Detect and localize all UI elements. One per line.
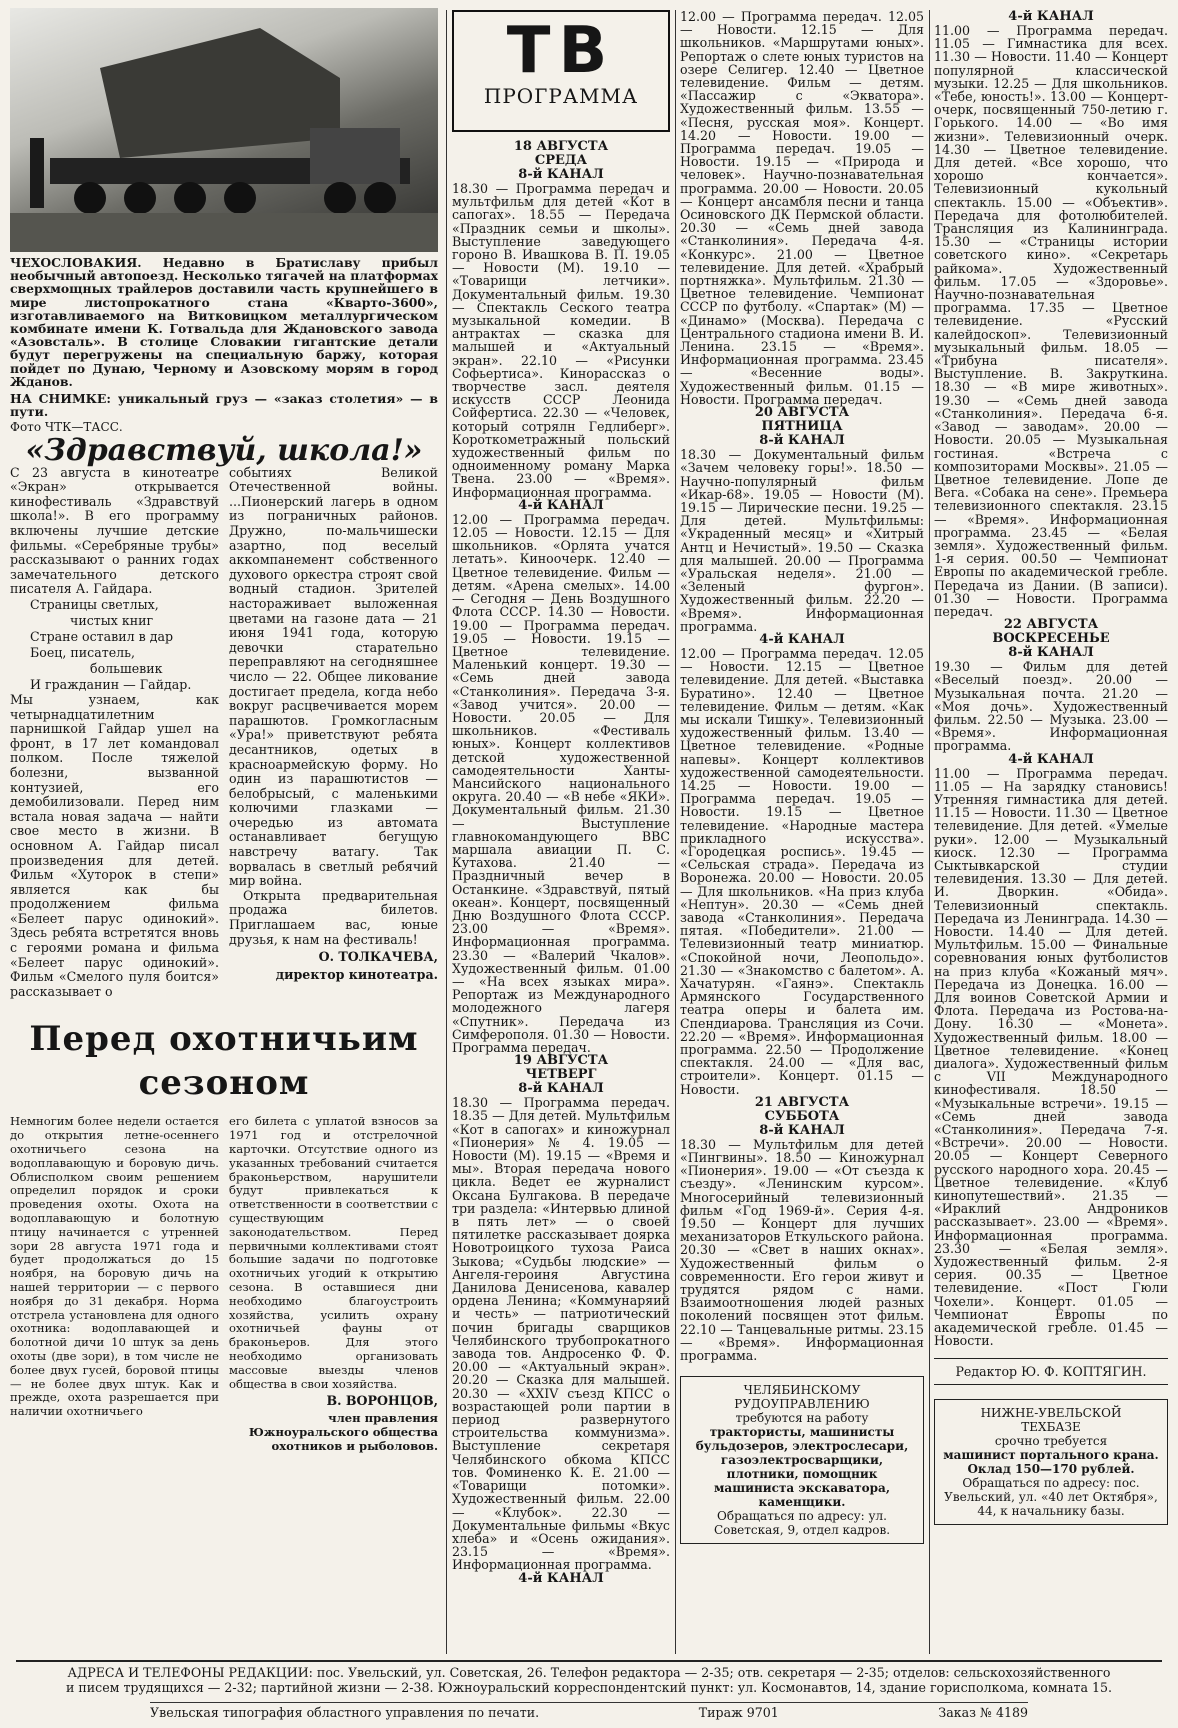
article-signature-role: член правления Южноуральского общества охотников и рыболовов. [248, 1410, 438, 1453]
column-rule [675, 10, 676, 1654]
channel-heading: 4-й КАНАЛ [759, 631, 845, 647]
day-heading: 18 АВГУСТА СРЕДА 8-й КАНАЛ [513, 139, 609, 182]
article-hello-school [10, 466, 438, 1000]
poem-line: И гражданин — Гайдар. [30, 676, 192, 692]
photo-caption: ЧЕХОСЛОВАКИЯ. Недавно в Братиславу прибыл необычный автопоезд. Несколько тягачей на платформах сверхмощных трайлеров доставили часть крупнейшего в мире листопрокатного стана «Кварто-3600», изготавливаемого на Витковицком металлургическом комбинате имени К. Готвальда для Ждановского завода «Азовсталь». В столице Словакии гигантские детали будут перегружены на специальную баржу, которая пойдет по Дунаю, Черному и Азовскому морям в город Жданов. [10, 255, 438, 389]
channel-heading: 4-й КАНАЛ [1008, 751, 1094, 767]
day-heading: 20 АВГУСТА ПЯТНИЦА 8-й КАНАЛ [754, 405, 850, 449]
tv-listing: 18.30 — Мультфильм для детей «Пингвины». 18.50 — Киножурнал «Пионерия». 19.00 — «От съезда к съезду». «Ленинским курсом». Многосерийный телевизионный фильм «Год 1969-й». Серия 4-я. 19.50 — Концерт для лучших механизаторов Еткульского района. 20.30 — «Свет в наших окнах». Художественный фильм о современности. Его герои живут и трудятся рядом с нами. Взаимоотношения людей разных поколений посвящен этот фильм. 22.10 — Танцевальные ритмы. 23.15 — «Время». Информационная программа. [680, 1136, 924, 1364]
article-hunting [10, 1115, 438, 1453]
poem-line: Боец, писатель, [30, 644, 136, 660]
tv-column-2 [680, 10, 924, 1656]
imprint [150, 1702, 1028, 1720]
day-heading: 21 АВГУСТА СУББОТА 8-й КАНАЛ [754, 1094, 850, 1138]
article-title-hunting: Перед охотничьим сезоном [29, 1019, 419, 1104]
tv-listing: 18.30 — Документальный фильм «Зачем человеку горы!». 18.50 — Научно-популярный фильм «Икар-68». 19.05 — Новости (М). 19.15 — Лирические песни. 19.25 — Для детей. Мультфильмы: «Украденный месяц» и «Хитрый Антц и Нечистый». 19.50 — Сказка для малышей. 20.00 — Программа «Уральская неделя». 21.00 — «Зеленый фургон». Художественный фильм. 22.20 — «Время». Информационная программа. [680, 447, 924, 634]
poem [10, 597, 219, 693]
article-paragraph: Немногим более недели остается до открытия летне-осеннего охотничьего сезона на водоплавающую и боровую дичь. Облисполком своим решением определил порядок и сроки проведения охоты. Охота на водоплавающую и болотную птицу начинается с утренней зори 28 августа 1971 года и будет продолжаться до 15 ноября, на боровую дичь на нашей территории — с первого ноября до 31 декабря. Норма отстрела установлена для одного охотника: водоплавающей и болотной дичи 10 штук за день охоты (две зори), в том числе не более двух гусей, боровой птицы — не более двух штук. Как и прежде, охота разрешается при наличии охотничьего [10, 1114, 219, 1419]
order-number: Заказ № 4189 [938, 1705, 1028, 1720]
article-paragraph: Открыта предварительная продажа билетов. Приглашаем вас, юные друзья, к нам на фестиваль! [229, 887, 438, 947]
column-rule [446, 10, 447, 1654]
tv-listing: 11.00 — Программа передач. 11.05 — Гимнастика для всех. 11.30 — Новости. 11.40 — Концерт популярной классической музыки. 12.25 — Для школьников. «Тебе, юность!». 13.00 — Концерт-очерк, посвященный 750-летию г. Горького. 14.00 — «Во имя жизни». Телевизионный очерк. 14.30 — Цветное телевидение. Для детей. «Все хорошо, что хорошо кончается». Телевизионный кукольный спектакль. 15.00 — «Объектив». Передача для фотолюбителей. Трансляция из Калининграда. 15.30 — «Страницы истории советского кино». «Секретарь райкома». Художественный фильм. 17.05 — «Здоровье». Научно-познавательная программа. 17.35 — Цветное телевидение. «Русский калейдоскоп». Телевизионный музыкальный фильм. 18.05 — «Трибуна писателя». Выступление. В. Закруткина. 18.30 — «В мире животных». 19.30 — «Семь дней завода «Станколиния». Передача 6-я. «Завод — заводам». 20.00 — Новости. 20.05 — Музыкальная гостиная. «Встреча с композиторами Москвы». 21.05 — Цветное телевидение. Лопе де Вега. «Собака на сене». Премьера телевизионного спектакля. 23.15 — «Время». Информационная программа. 23.45 — «Белая земля». Художественный фильм. 1-я серия. 00.50 — Чемпионат Европы по академической гребле. Передача из Дании. (В записи). 01.30 — Новости. Программа передач. [934, 23, 1168, 619]
job-ad-base: НИЖНЕ-УВЕЛЬСКОЙ ТЕХБАЗЕ срочно требуется машинист портального крана. Оклад 150—170 рублей. Обращаться по адресу: пос. Увельский, ул. «40 лет Октября», 44, к начальнику базы. [934, 1399, 1168, 1525]
tv-listing: 18.30 — Программа передач. 18.35 — Для детей. Мультфильм «Кот в сапогах» и киножурнал «Пионерия» № 4. 19.05 — Новости (М). 19.15 — «Время и мы». Вторая передача нового цикла. Ведет ее журналист Оксана Булгакова. В передаче три раздела: «Интервью длиной в пять лет» — о своей пятилетке рассказывает доярка Новотроицкого тухоза Раиса Зыкова; «Судьбы людские» — Ангеля-героиня Августина Данилова Денисенова, кавалер ордена Ленина; «Коммунаряий и честь» — патриотический почин бригады сварщиков Челябинского трубопрокатного завода тов. Андросенко Ф. Ф. 20.00 — «Актуальный экран». 20.20 — Сказка для малышей. 20.30 — «XXIV съезд КПСС о возрастающей роли партии в период развернутого строительства коммунизма». Выступление секретаря Челябинского обкома КПСС тов. Фоминенко К. Е. 21.00 — «Товарищи потомки». Художественный фильм. 22.00 — «Клубок». 22.30 — Документальные фильмы «Вкус хлеба» и «Осень ожидания». 23.15 — «Время». Информационная программа. [452, 1095, 670, 1573]
day-heading: 22 АВГУСТА ВОСКРЕСЕНЬЕ 8-й КАНАЛ [992, 617, 1110, 661]
tv-listing: 12.00 — Программа передач. 12.05 — Новости. 12.15 — Для школьников. «Орлята учатся летать». Киноочерк. 12.40 — Цветное телевидение. Фильм — детям. «Арена смелых». 14.00 — Сегодня — День Воздушного Флота СССР. 14.30 — Новости. 19.00 — Программа передач. 19.05 — Новости. 19.15 — Цветное телевидение. Маленький концерт. 19.30 — «Семь дней завода «Станколиния». Передача 3-я. «Завод учится». 20.00 — Новости. 20.05 — Для школьников. «Фестиваль юных». Концерт коллективов детской художественной самодеятельности Ханты-Мансийского национального округа. 20.40 — «В небе «ЯКИ». Документальный фильм. 21.30 — Выступление главнокомандующего ВВС маршала авиации П. С. Кутахова. 21.40 — Праздничный вечер в Останкине. «Здравствуй, пятый океан». Концерт, посвященный Дню Воздушного Флота СССР. 23.00 — «Время». Информационная программа. 23.30 — «Валерий Чкалов». Художественный фильм. 01.00 — «На всех языках мира». Репортаж из Международного молодежного лагеря «Спутник». Передача из Симферополя. 01.30 — Новости. Программа передач. [452, 511, 670, 1055]
tv-listing: 11.00 — Программа передач. 11.05 — На зарядку становись! Утренняя гимнастика для детей. 11.15 — Новости. 11.30 — Цветное телевидение. Для детей. «Умелые руки». 12.00 — Музыкальный киоск. 12.30 — Программа Сыктывкарской студии телевидения. 13.30 — Для детей. И. Дворкин. «Обида». Телевизионный спектакль. Передача из Ленинграда. 14.30 — Новости. 14.40 — Для детей. Мультфильм. 15.00 — Финальные соревнования юных футболистов на приз клуба «Кожаный мяч». Передача из Донецка. 16.00 — Для воинов Советской Армии и Флота. Передача из Ростова-на-Дону. 16.30 — «Монета». Художественный фильм. 18.00 — Цветное телевидение. «Конец диалога». Художественный фильм с VII Международного кинофестиваля. 18.50 — «Музыкальные встречи». 19.15 — «Семь дней завода «Станколиния». Передача 7-я. «Встречи». 20.00 — Новости. 20.05 — Концерт Северного русского народного хора. 20.45 — Цветное телевидение. «Клуб кинопутешествий». 21.35 — «Ираклий Андроников рассказывает». 23.00 — «Время». Информационная программа. 23.30 — «Белая земля». Художественный фильм. 2-я серия. 00.35 — Цветное телевидение. «Пост Гюли Чохели». Концерт. 01.05 — Чемпионат Европы по академической гребле. 01.45 — Новости. [934, 765, 1168, 1349]
tv-logo-subtitle: ПРОГРАММА [483, 84, 639, 108]
poem-line: чистых книг [70, 612, 154, 628]
printer: Увельская типография областного управления по печати. [150, 1705, 540, 1720]
tv-listing: 18.30 — Программа передач и мультфильм для детей «Кот в сапогах». 18.55 — Передача «Праздник семьи и школы». Выступление заведующего гороно В. Ивашкова В. П. 19.05 — Новости (М). 19.10 — «Товарищи летчики». Документальный фильм. 19.30 — Спектакль Сеского театра музыкальной комедии. В антрактах — сказка для малышей и «Актуальный экран». 22.10 — «Рисунки Софьертиса». Кинорассказ о творчестве засл. деятеля искусств СССР Леонида Сойфертиса. 22.30 — «Человек, который сотрялн Гедлиберг». Короткометражный польский художественный фильм по одноименному роману Марка Твена. 23.00 — «Время». Информационная программа. [452, 181, 670, 500]
tv-column-1 [452, 10, 670, 1656]
article-paragraph: С 23 августа в кинотеатре «Экран» открывается кинофестиваль «Здравствуй школа!». В его программу включены лучшие детские фильмы. «Серебряные трубы» рассказывают о ранних годах замечательного детского писателя А. Гайдара. [10, 464, 219, 597]
day-heading: 19 АВГУСТА ЧЕТВЕРГ 8-й КАНАЛ [513, 1053, 609, 1097]
tv-listing: 12.00 — Программа передач. 12.05 — Новости. 12.15 — Для школьников. «Маршрутами юных». Репортаж о слете юных туристов на озере Селигер. 12.40 — Цветное телевидение. Фильм — детям. «Пассажир с «Экватора». Художественный фильм. 13.55 — «Песня, русская моя». Концерт. 14.20 — Новости. 19.00 — Программа передач. 19.05 — Новости. 19.15 — «Природа и человек». Научно-познавательная программа. 20.00 — Новости. 20.05 — Концерт ансамбля песни и танца Осиновского ДК Пермской области. 20.30 — «Семь дней завода «Станколиния». Передача 4-я. «Конкурс». 21.00 — Цветное телевидение. Для детей. «Храбрый портняжка». Мультфильм. 21.30 — Цветное телевидение. Чемпионат СССР по футболу. «Спартак» (М) — «Динамо» (Москва). Передача с Центрального стадиона имени В. И. Ленина. 23.15 — «Время». Информационная программа. 23.45 — «Весенние воды». Художественный фильм. 01.15 — Новости. Программа передач. [680, 10, 924, 407]
tv-listing: 19.30 — Фильм для детей «Веселый поезд». 20.00 — Музыкальная почта. 21.20 — «Моя дочь». Художественный фильм. 22.50 — Музыка. 23.00 — «Время». Информационная программа. [934, 659, 1168, 754]
poem-line: Страницы светлых, [30, 596, 159, 612]
article-signature: О. ТОЛКАЧЕВА, [318, 949, 438, 965]
channel-heading: 4-й КАНАЛ [518, 1570, 604, 1586]
channel-heading: 4-й КАНАЛ [1008, 10, 1094, 24]
photo-caption-note: НА СНИМКЕ: уникальный груз — «заказ столетия» — в пути. [10, 391, 438, 420]
editor-line: Редактор Ю. Ф. КОПТЯГИН. [934, 1358, 1168, 1385]
editorial-address: АДРЕСА И ТЕЛЕФОНЫ РЕДАКЦИИ: пос. Увельский, ул. Советская, 26. Телефон редактора — 2-35; отв. секретаря — 2-35; отделов: сельскохозяйственного и писем трудящихся — 2-32; партийной жизни — 2-38. Южноуральский корреспондентский пункт: ул. Космонавтов, 14, здание горисполкома, комната 15. [16, 1660, 1162, 1695]
tv-column-3 [934, 10, 1168, 1656]
job-ad-mine: ЧЕЛЯБИНСКОМУ РУДОУПРАВЛЕНИЮ требуются на работу трактористы, машинисты бульдозеров, электрослесари, газоэлектросварщики, плотники, помощник машиниста экскаватора, каменщики. Обращаться по адресу: ул. Советская, 9, отдел кадров. [680, 1376, 924, 1544]
article-signature-role: директор кинотеатра. [275, 966, 438, 982]
article-signature: В. ВОРОНЦОВ, [326, 1393, 438, 1409]
column-rule [929, 10, 930, 1654]
photo-credit: Фото ЧТК—ТАСС. [10, 420, 123, 435]
channel-heading: 4-й КАНАЛ [518, 497, 604, 513]
truck-photo-illustration [10, 8, 438, 252]
tv-listing: 12.00 — Программа передач. 12.05 — Новости. 12.15 — Цветное телевидение. Для детей. «Выставка Буратино». 12.40 — Цветное телевидение. Фильм — детям. «Как мы искали Тишку». Телевизионный художественный фильм. 13.40 — Цветное телевидение. «Родные напевы». Концерт коллективов художественной самодеятельности. 14.25 — Новости. 19.00 — Программа передач. 19.05 — Новости. 19.15 — Цветное телевидение. «Народные мастера прикладного искусства». «Городецкая роспись». 19.45 — «Сельская страда». Передача из Воронежа. 20.00 — Новости. 20.05 — Для школьников. «На приз клуба «Нептун». 20.30 — «Семь дней завода «Станколиния». Передача пятая. «Победители». 21.00 — Телевизионный театр миниатюр. «Спокойной ночи, Леопольдо». 21.30 — «Знакомство с балетом». А. Хачатурян. «Гаянэ». Спектакль Армянского Государственного театра оперы и балета им. Спендиарова. Трансляция из Сочи. 22.20 — «Время». Информационная программа. 22.50 — Продолжение спектакля. 24.00 — «Для вас, строители». Концерт. 01.15 — Новости. [680, 645, 924, 1097]
news-photo [10, 8, 438, 252]
article-paragraph: его билета с уплатой взносов за 1971 год и отстрелочной карточки. Отсутствие одного из указанных требований считается браконьерством, нарушители будут привлекаться к ответственности в соответствии с существующим законодательством. Перед первичными коллективами стоят большие задачи по подготовке охотничьих угодий к открытию сезона. В оставшиеся дни необходимо благоустроить хозяйства, усилить охрану охотничьей фауны от браконьеров. Для этого необходимо организовать массовые выезды членов общества в свои хозяйства. [229, 1114, 438, 1391]
poem-line: Стране оставил в дар [30, 628, 174, 644]
left-column [10, 8, 438, 1656]
article-paragraph: событиях Великой Отечественной войны. ...Пионерский лагерь в одном из пограничных районов. Дружно, по-мальчишески азартно, под веселый аккомпанемент собственного духового оркестра строят свой водный стадион. Зрителей настораживает выложенная цветами на газоне дата — 21 июня 1941 года, которую девочки старательно переправляют на сегодняшнее число — 22. Общее ликование достигает предела, когда небо вокруг расцвечивается морем парашютов. Громкогласным «Ура!» приветствуют ребята десантников, одетых в красноармейскую форму. Но один из парашютистов — белобрысый, с маленькими колючими глазками — очередью из автомата останавливает бегущую навстречу ватагу. Так ворвалась в светлый ребячий мир война. [229, 464, 438, 889]
poem-line: большевик [90, 660, 163, 676]
article-title-hello-school: «Здравствуй, школа!» [25, 433, 423, 469]
tv-logo-text: ТВ [506, 14, 616, 88]
tv-program-logo [452, 10, 670, 132]
article-paragraph: Мы узнаем, как четырнадцатилетним парнишкой Гайдар ушел на фронт, в 17 лет командовал полком. После тяжелой болезни, вызванной контузией, его демобилизовали. Перед ним встала новая задача — найти свое место в жизни. В основном А. Гайдар писал произведения для детей. Фильм «Хуторок в степи» является как бы продолжением фильма «Белеет парус одинокий». Здесь ребята встретятся вновь с героями романа и фильма «Белеет парус одинокий». Фильм «Смелого пуля боится» рассказывает о [10, 691, 219, 999]
circulation: Тираж 9701 [698, 1705, 779, 1720]
